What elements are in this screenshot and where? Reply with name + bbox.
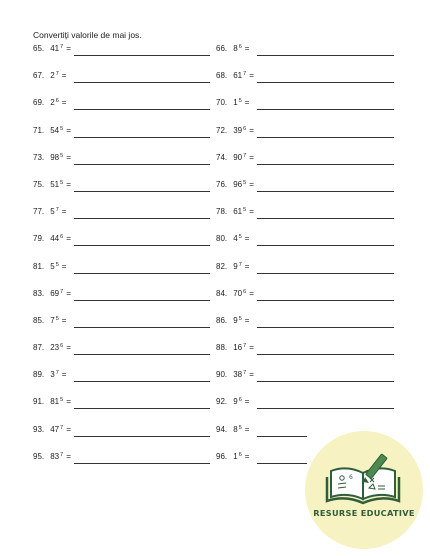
power-exponent: 5: [60, 125, 64, 132]
exercise-number: 85.: [33, 315, 45, 325]
answer-line[interactable]: [257, 191, 394, 192]
exercise-number: 75.: [33, 179, 45, 189]
exercise-number: 71.: [33, 125, 45, 135]
exercise-label: [216, 44, 249, 53]
equals-sign: =: [61, 98, 67, 108]
exercise-number: 74.: [216, 152, 228, 162]
power-exponent: 5: [60, 152, 64, 159]
exercise-row: [216, 316, 396, 343]
exercise-number: 72.: [216, 125, 228, 135]
exercise-label: [33, 207, 66, 216]
answer-line[interactable]: [257, 436, 307, 437]
power-exponent: 7: [243, 343, 247, 350]
exercise-label: [216, 289, 254, 298]
answer-line[interactable]: [74, 436, 210, 437]
equals-sign: =: [244, 98, 250, 108]
exercise-label: [33, 289, 71, 298]
power-exponent: 6: [243, 125, 247, 132]
power-base: 1: [233, 98, 238, 108]
exercise-row: [216, 343, 396, 370]
answer-line[interactable]: [74, 273, 210, 274]
power-base: 61: [233, 71, 243, 81]
power-base: 4: [233, 234, 238, 244]
answer-line[interactable]: [257, 354, 394, 355]
exercise-row: [33, 44, 213, 71]
power-exponent: 6: [243, 288, 247, 295]
exercise-number: 78.: [216, 207, 228, 217]
answer-line[interactable]: [74, 300, 210, 301]
power-exponent: 7: [243, 71, 247, 78]
answer-line[interactable]: [74, 55, 210, 56]
equals-sign: =: [66, 125, 71, 135]
power-base: 5: [50, 207, 55, 217]
exercise-number: 67.: [33, 71, 45, 81]
answer-line[interactable]: [257, 273, 394, 274]
exercise-label: [33, 126, 71, 135]
power-exponent: 6: [55, 98, 59, 105]
exercise-number: 73.: [33, 152, 45, 162]
exercise-label: [216, 153, 254, 162]
answer-line[interactable]: [74, 191, 210, 192]
answer-line[interactable]: [257, 327, 394, 328]
power-base: 44: [50, 234, 60, 244]
exercise-number: 94.: [216, 424, 228, 434]
exercise-label: [216, 425, 249, 434]
exercise-row: [33, 207, 213, 234]
equals-sign: =: [249, 207, 254, 217]
power-exponent: 5: [238, 315, 242, 322]
exercise-label: [216, 234, 249, 243]
book-pencil-icon: [305, 431, 423, 549]
answer-line[interactable]: [74, 218, 210, 219]
exercise-label: [216, 397, 249, 406]
power-base: 2: [50, 71, 55, 81]
equals-sign: =: [249, 288, 254, 298]
power-exponent: 5: [55, 315, 59, 322]
right-column: [216, 44, 396, 479]
exercise-number: 81.: [33, 261, 45, 271]
power-exponent: 5: [55, 261, 59, 268]
answer-line[interactable]: [74, 164, 210, 165]
exercise-label: [33, 234, 71, 243]
power-exponent: 5: [238, 98, 242, 105]
exercise-label: [33, 262, 66, 271]
equals-sign: =: [61, 370, 67, 380]
power-exponent: 5: [238, 234, 242, 241]
power-base: 98: [50, 152, 60, 162]
power-exponent: 7: [60, 288, 64, 295]
exercise-row: [33, 180, 213, 207]
exercise-number: 80.: [216, 234, 228, 244]
exercise-row: [216, 289, 396, 316]
power-base: 9: [233, 315, 238, 325]
exercise-number: 66.: [216, 44, 228, 53]
exercise-number: 87.: [33, 343, 45, 353]
equals-sign: =: [61, 71, 67, 81]
exercise-row: [33, 71, 213, 98]
exercise-number: 82.: [216, 261, 228, 271]
power-base: 38: [233, 370, 243, 380]
exercise-row: [33, 397, 213, 424]
power-exponent: 7: [55, 207, 59, 214]
power-exponent: 5: [243, 207, 247, 214]
power-exponent: 5: [243, 179, 247, 186]
exercise-number: 88.: [216, 343, 228, 353]
power-base: 8: [233, 424, 238, 434]
exercise-label: [33, 153, 71, 162]
power-base: 70: [233, 288, 243, 298]
answer-line[interactable]: [257, 218, 394, 219]
equals-sign: =: [61, 315, 67, 325]
exercise-label: [216, 126, 254, 135]
equals-sign: =: [249, 343, 254, 353]
answer-line[interactable]: [257, 300, 394, 301]
power-base: 41: [50, 44, 60, 53]
power-exponent: 7: [60, 424, 64, 431]
equals-sign: =: [249, 370, 254, 380]
answer-line[interactable]: [257, 82, 394, 83]
power-base: 16: [233, 343, 243, 353]
answer-line[interactable]: [74, 245, 210, 246]
exercise-number: 91.: [33, 397, 45, 407]
power-exponent: 7: [238, 261, 242, 268]
equals-sign: =: [66, 152, 71, 162]
power-base: 69: [50, 288, 60, 298]
answer-line[interactable]: [74, 109, 210, 110]
equals-sign: =: [244, 315, 250, 325]
equals-sign: =: [249, 152, 254, 162]
answer-line[interactable]: [74, 327, 210, 328]
power-base: 3: [50, 370, 55, 380]
power-base: 8: [233, 44, 238, 53]
power-exponent: 5: [60, 179, 64, 186]
equals-sign: =: [244, 261, 250, 271]
svg-text:6: 6: [349, 474, 353, 481]
power-base: 23: [50, 343, 60, 353]
logo-text: RESURSE EDUCATIVE: [313, 508, 415, 518]
exercise-row: [33, 343, 213, 370]
exercise-row: [216, 44, 396, 71]
exercise-number: 95.: [33, 451, 45, 461]
exercise-row: [33, 234, 213, 261]
answer-line[interactable]: [74, 137, 210, 138]
exercise-row: [216, 397, 396, 424]
answer-line[interactable]: [257, 55, 394, 56]
exercise-number: 70.: [216, 98, 228, 108]
equals-sign: =: [244, 451, 250, 461]
exercise-row: [216, 153, 396, 180]
equals-sign: =: [249, 125, 254, 135]
answer-line[interactable]: [74, 381, 210, 382]
exercise-label: [33, 180, 71, 189]
exercise-row: [33, 98, 213, 125]
exercise-row: [33, 425, 213, 452]
equals-sign: =: [244, 234, 250, 244]
equals-sign: =: [66, 44, 71, 53]
exercise-label: [33, 71, 66, 80]
instructions-text: Convertiți valorile de mai jos.: [33, 30, 142, 40]
power-base: 61: [233, 207, 243, 217]
exercise-row: [33, 262, 213, 289]
exercise-number: 68.: [216, 71, 228, 81]
power-base: 51: [50, 179, 60, 189]
power-exponent: 7: [243, 370, 247, 377]
exercise-number: 65.: [33, 44, 45, 53]
exercise-number: 77.: [33, 207, 45, 217]
power-base: 81: [50, 397, 60, 407]
exercise-number: 93.: [33, 424, 45, 434]
resurse-educative-logo: [305, 431, 423, 549]
power-base: 5: [50, 261, 55, 271]
exercise-number: 79.: [33, 234, 45, 244]
answer-line[interactable]: [257, 109, 394, 110]
exercise-number: 92.: [216, 397, 228, 407]
equals-sign: =: [66, 234, 71, 244]
exercise-label: [33, 98, 66, 107]
exercise-row: [216, 98, 396, 125]
power-base: 96: [233, 179, 243, 189]
exercise-label: [33, 343, 71, 352]
exercise-number: 76.: [216, 179, 228, 189]
exercise-number: 90.: [216, 370, 228, 380]
answer-line[interactable]: [257, 137, 394, 138]
exercise-label: [216, 316, 249, 325]
power-exponent: 7: [60, 451, 64, 458]
exercise-number: 89.: [33, 370, 45, 380]
answer-line[interactable]: [74, 408, 210, 409]
exercise-label: [33, 452, 71, 461]
power-exponent: 6: [60, 234, 64, 241]
power-exponent: 7: [55, 71, 59, 78]
exercise-row: [33, 289, 213, 316]
equals-sign: =: [66, 288, 71, 298]
power-base: 54: [50, 125, 60, 135]
equals-sign: =: [61, 261, 67, 271]
answer-line[interactable]: [74, 82, 210, 83]
exercise-label: [33, 316, 66, 325]
exercise-row: [216, 71, 396, 98]
power-base: 39: [233, 125, 243, 135]
equals-sign: =: [249, 71, 254, 81]
exercise-row: [33, 126, 213, 153]
exercise-number: 83.: [33, 288, 45, 298]
power-base: 9: [233, 397, 238, 407]
equals-sign: =: [249, 179, 254, 189]
exercise-row: [33, 370, 213, 397]
power-base: 2: [50, 98, 55, 108]
equals-sign: =: [66, 451, 71, 461]
power-base: 7: [50, 315, 55, 325]
exercise-row: [216, 207, 396, 234]
exercise-row: [216, 180, 396, 207]
exercise-label: [216, 207, 254, 216]
exercise-label: [33, 44, 71, 53]
power-exponent: 7: [243, 152, 247, 159]
exercise-label: [33, 397, 71, 406]
exercise-label: [216, 180, 254, 189]
equals-sign: =: [66, 397, 71, 407]
exercise-row: [216, 262, 396, 289]
power-exponent: 6: [238, 451, 242, 458]
power-exponent: 7: [60, 44, 64, 50]
equals-sign: =: [244, 44, 250, 53]
exercise-label: [33, 370, 66, 379]
answer-line[interactable]: [257, 164, 394, 165]
exercise-number: 84.: [216, 288, 228, 298]
answer-line[interactable]: [74, 463, 210, 464]
equals-sign: =: [61, 207, 67, 217]
exercise-row: [33, 452, 213, 479]
power-base: 9: [233, 261, 238, 271]
power-exponent: 7: [55, 370, 59, 377]
exercise-number: 96.: [216, 451, 228, 461]
exercise-row: [216, 370, 396, 397]
power-exponent: 6: [60, 343, 64, 350]
answer-line[interactable]: [257, 463, 307, 464]
equals-sign: =: [66, 179, 71, 189]
answer-line[interactable]: [257, 381, 394, 382]
equals-sign: =: [244, 424, 250, 434]
exercise-row: [216, 234, 396, 261]
power-exponent: 5: [238, 424, 242, 431]
power-exponent: 5: [60, 397, 64, 404]
answer-line[interactable]: [257, 245, 394, 246]
power-base: 1: [233, 451, 238, 461]
exercise-row: [33, 316, 213, 343]
exercise-label: [216, 98, 249, 107]
equals-sign: =: [66, 424, 71, 434]
equals-sign: =: [244, 397, 250, 407]
power-exponent: 6: [238, 44, 242, 50]
answer-line[interactable]: [74, 354, 210, 355]
exercise-label: [216, 452, 249, 461]
power-base: 83: [50, 451, 60, 461]
power-base: 90: [233, 152, 243, 162]
left-column: [33, 44, 213, 479]
power-base: 47: [50, 424, 60, 434]
exercise-label: [216, 71, 254, 80]
exercise-number: 69.: [33, 98, 45, 108]
exercise-label: [216, 343, 254, 352]
equals-sign: =: [66, 343, 71, 353]
exercise-label: [216, 370, 254, 379]
answer-line[interactable]: [257, 408, 394, 409]
power-exponent: 6: [238, 397, 242, 404]
exercise-row: [33, 153, 213, 180]
exercise-row: [216, 126, 396, 153]
exercise-number: 86.: [216, 315, 228, 325]
exercise-label: [33, 425, 71, 434]
exercise-label: [216, 262, 249, 271]
